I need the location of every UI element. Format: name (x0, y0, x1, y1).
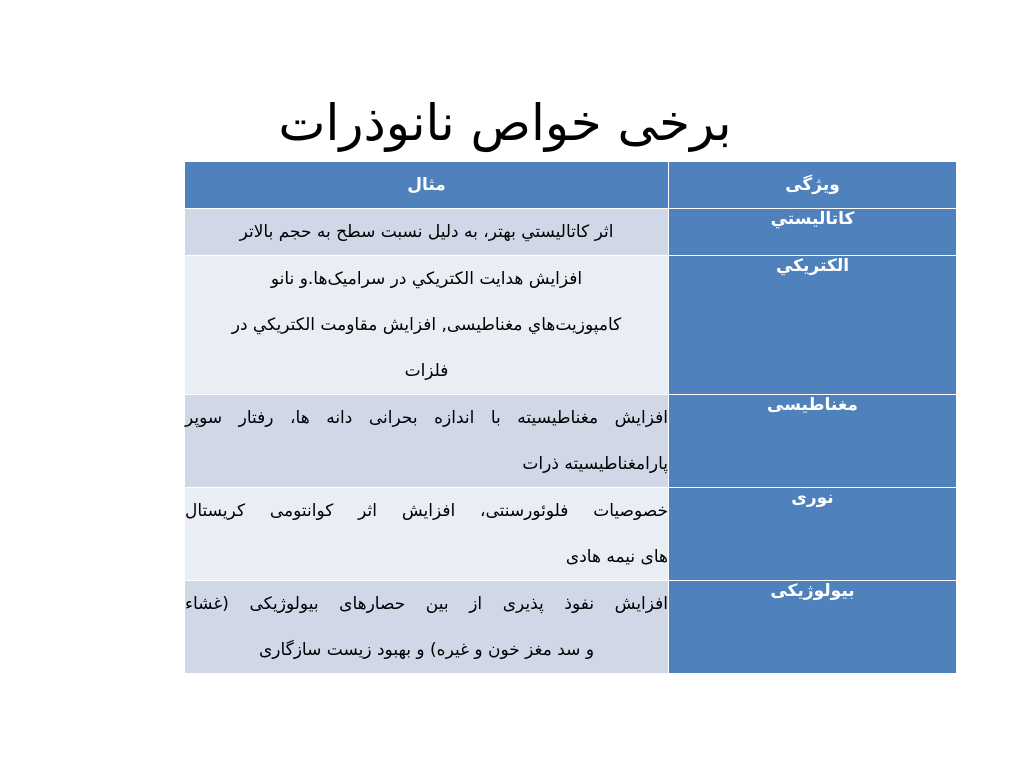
slide-title: برخی خواص نانوذرات (278, 94, 732, 152)
properties-table (184, 161, 957, 674)
header-example: مثال (185, 162, 669, 209)
example-cell (185, 581, 669, 674)
property-cell: نوری (669, 488, 957, 581)
example-line: پارامغناطيسيته ذرات (522, 454, 668, 474)
example-cell (185, 256, 669, 395)
header-property: ويژگی (669, 162, 957, 209)
table-header-row (185, 162, 957, 209)
property-cell: الكتريكي (669, 256, 957, 395)
table-row (185, 395, 957, 488)
example-line: كامپوزيت‌هاي مغناطيسی, افزايش مقاومت الكتريكي در (231, 315, 622, 335)
example-line: های نيمه هادی (565, 547, 668, 567)
example-line: افزايش مغناطيسيته با اندازه بحرانی دانه ها، رفتار سوپر (185, 408, 668, 428)
table-row (185, 209, 957, 256)
example-line: فلزات (404, 361, 449, 381)
property-cell: بيولوژيکی (669, 581, 957, 674)
table-row (185, 488, 957, 581)
property-cell: مغناطيسی (669, 395, 957, 488)
example-line: خصوصيات فلوئورسنتی، افزايش اثر كوانتومی كريستال (185, 501, 668, 521)
example-cell (185, 209, 669, 256)
table-row (185, 581, 957, 674)
example-cell (185, 488, 669, 581)
example-line: افزايش هدايت الكتريكي در سراميک‌ها.و نانو (270, 269, 583, 289)
example-line: و سد مغز خون و غيره) و بهبود زيست سازگاری (258, 640, 595, 660)
example-cell (185, 395, 669, 488)
property-cell: كاتاليستي (669, 209, 957, 256)
table-row (185, 256, 957, 395)
example-line: اثر كاتاليستي بهتر، به دليل نسبت سطح به حجم بالاتر (239, 222, 614, 242)
example-line: افزايش نفوذ پذيری از بين حصارهای بيولوژيکی (غشاء (185, 594, 668, 614)
